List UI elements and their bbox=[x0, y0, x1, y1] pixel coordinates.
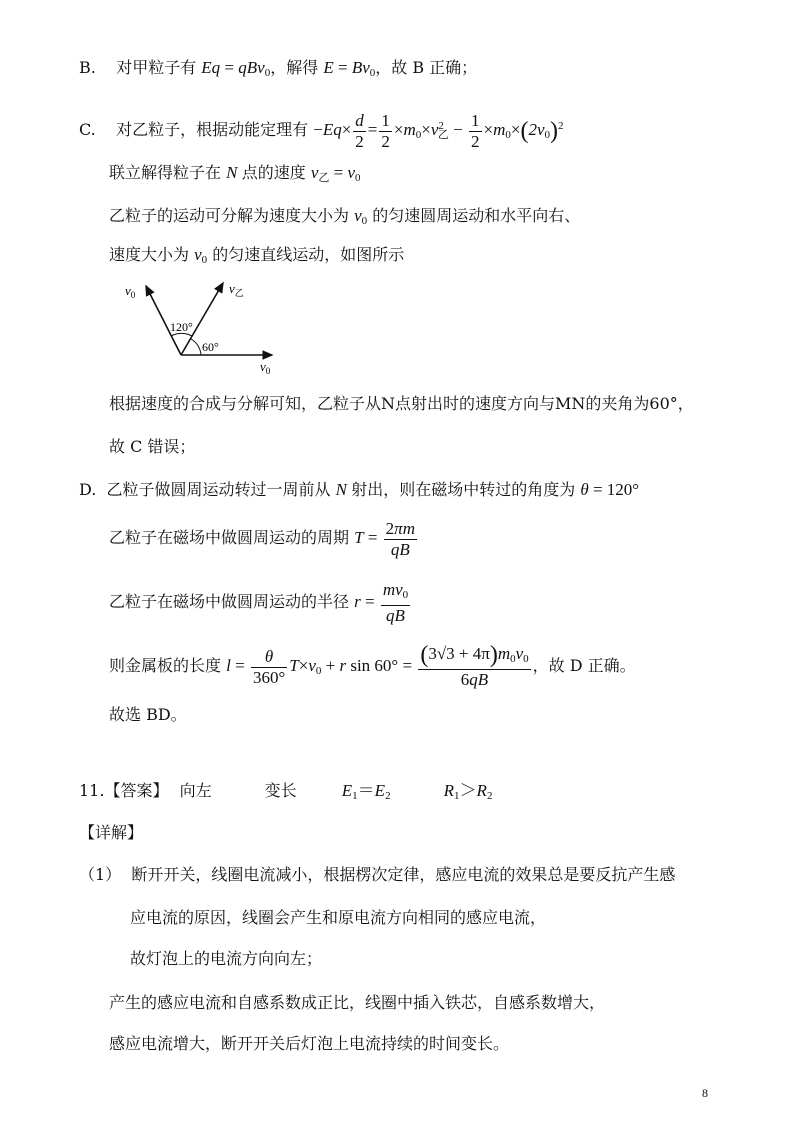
option-c-line-5-text: 根据速度的合成与分解可知，乙粒子从N点射出时的速度方向与MN的夹角为60°， bbox=[109, 394, 694, 413]
option-d-label: D. bbox=[79, 480, 97, 499]
q11-answer-2: 变长 bbox=[264, 781, 297, 800]
label-angle-60: 60° bbox=[202, 340, 219, 354]
option-c-line-2-text: 联立解得粒子在 bbox=[109, 163, 222, 182]
option-c-line-4-b: 的匀速直线运动，如图所示 bbox=[212, 245, 405, 264]
equation-radius: r = $\frac{mv_0}{qB}$ bbox=[354, 580, 409, 626]
q11-detail-tag: 【详解】 bbox=[79, 823, 144, 842]
option-c-line-3-b: 的匀速圆周运动和水平向右、 bbox=[372, 206, 581, 225]
option-b-text-mid: ，解得 bbox=[270, 58, 319, 77]
label-v0-left: $v_0$ bbox=[125, 283, 136, 300]
option-d-radius-line bbox=[109, 578, 412, 626]
equation-v-yi: $v_乙 = v_0$ bbox=[310, 163, 361, 184]
option-d-length-lead: 则金属板的长度 bbox=[109, 656, 222, 675]
q11-p3: 故灯泡上的电流方向向左； bbox=[130, 949, 323, 968]
option-d-length-line bbox=[109, 640, 636, 697]
q11-p1-line bbox=[79, 864, 675, 886]
option-c-line-2 bbox=[109, 162, 361, 189]
equation-length: l = $\frac{\theta}{360^\circ}$ $T\times v_0 + r$ sin 60° = $\frac{(3√3 + 4\pi)m_0v_0}{6qB}$ bbox=[226, 642, 529, 690]
q11-answer-tag: 【答案】 bbox=[104, 781, 169, 800]
equation-force-balance: Eq = qBv$_0$ bbox=[201, 58, 271, 79]
point-n-symbol-2: N bbox=[335, 480, 352, 499]
option-d-radius-lead: 乙粒子在磁场中做圆周运动的半径 bbox=[109, 592, 350, 611]
q11-part1-label: （1） bbox=[79, 865, 122, 884]
equation-e-field: $E = Bv_0$ bbox=[323, 58, 376, 79]
equation-work-energy: −Eq× $\frac{d}{2}$ = $\frac{1}{2}$ $\times m_0\times v^2_乙$ − $\frac{1}{2}$ $\times m_0\times(2v_0)^2$ bbox=[313, 110, 564, 151]
q11-answer-r: $R_1>R_2$ bbox=[443, 781, 493, 802]
q11-p4-line bbox=[109, 992, 605, 1014]
q11-p1: 断开开关，线圈电流减小，根据楞次定律，感应电流的效果总是要反抗产生感 bbox=[131, 865, 676, 884]
option-d-answer: 故选 BD。 bbox=[109, 705, 187, 724]
q11-answer-e: $E_1=E_2$ bbox=[341, 781, 391, 802]
option-d-text-lead: 乙粒子做圆周运动转过一周前从 bbox=[106, 480, 331, 499]
option-d-text-mid: 射出，则在磁场中转过的角度为 bbox=[351, 480, 576, 499]
label-angle-120: 120° bbox=[170, 320, 193, 334]
option-c-line-3-a: 乙粒子的运动可分解为速度大小为 bbox=[109, 206, 350, 225]
option-c-line-4-a: 速度大小为 bbox=[109, 245, 190, 264]
option-c-line-5 bbox=[109, 393, 694, 415]
q11-answer-line bbox=[79, 780, 492, 807]
option-c-line-3 bbox=[109, 205, 580, 232]
equation-theta: θ = 120° bbox=[580, 480, 640, 499]
equation-period: T = $\frac{2\pi m}{qB}$ bbox=[354, 518, 415, 559]
option-c-label: C. bbox=[79, 120, 96, 139]
q11-number: 11. bbox=[79, 781, 105, 800]
q11-p2: 应电流的原因，线圈会产生和原电流方向相同的感应电流， bbox=[130, 908, 547, 927]
option-c-text-lead: 对乙粒子，根据动能定理有 bbox=[116, 120, 309, 139]
option-c-line-2-mid: 点的速度 bbox=[241, 163, 306, 182]
option-c-line bbox=[79, 104, 564, 157]
option-c-line-6 bbox=[109, 436, 195, 458]
q11-p5-line bbox=[109, 1033, 509, 1055]
option-b-text-lead: 对甲粒子有 bbox=[116, 58, 197, 77]
q11-detail-line bbox=[79, 822, 143, 844]
option-b-line bbox=[79, 57, 477, 84]
q11-p5: 感应电流增大，断开开关后灯泡上电流持续的时间变长。 bbox=[109, 1034, 510, 1053]
velocity-vector-diagram bbox=[120, 275, 290, 375]
label-v-yi: $v_乙$ bbox=[229, 281, 244, 298]
option-d-period-lead: 乙粒子在磁场中做圆周运动的周期 bbox=[109, 528, 350, 547]
option-c-line-4 bbox=[109, 244, 404, 271]
option-d-length-end: ，故 D 正确。 bbox=[532, 656, 636, 675]
q11-p3-line bbox=[130, 948, 322, 970]
option-b-text-end: ，故 B 正确； bbox=[375, 58, 478, 77]
option-d-line bbox=[79, 479, 639, 501]
label-v0-bottom: $v_0$ bbox=[260, 359, 271, 375]
q11-answer-1: 向左 bbox=[179, 781, 212, 800]
option-b-label: B. bbox=[79, 58, 96, 77]
option-c-line-6-text: 故 C 错误； bbox=[109, 437, 196, 456]
arc-60 bbox=[191, 339, 201, 355]
point-n-symbol: N bbox=[226, 163, 242, 182]
page-number: 8 bbox=[702, 1086, 708, 1100]
option-d-answer-line bbox=[109, 704, 187, 726]
q11-p4: 产生的感应电流和自感系数成正比，线圈中插入铁芯，自感系数增大， bbox=[109, 993, 606, 1012]
v0-symbol: $v_0$ bbox=[354, 206, 368, 227]
v0-symbol-2: $v_0$ bbox=[194, 245, 208, 266]
option-d-period-line bbox=[109, 514, 419, 562]
q11-p2-line bbox=[130, 907, 546, 929]
